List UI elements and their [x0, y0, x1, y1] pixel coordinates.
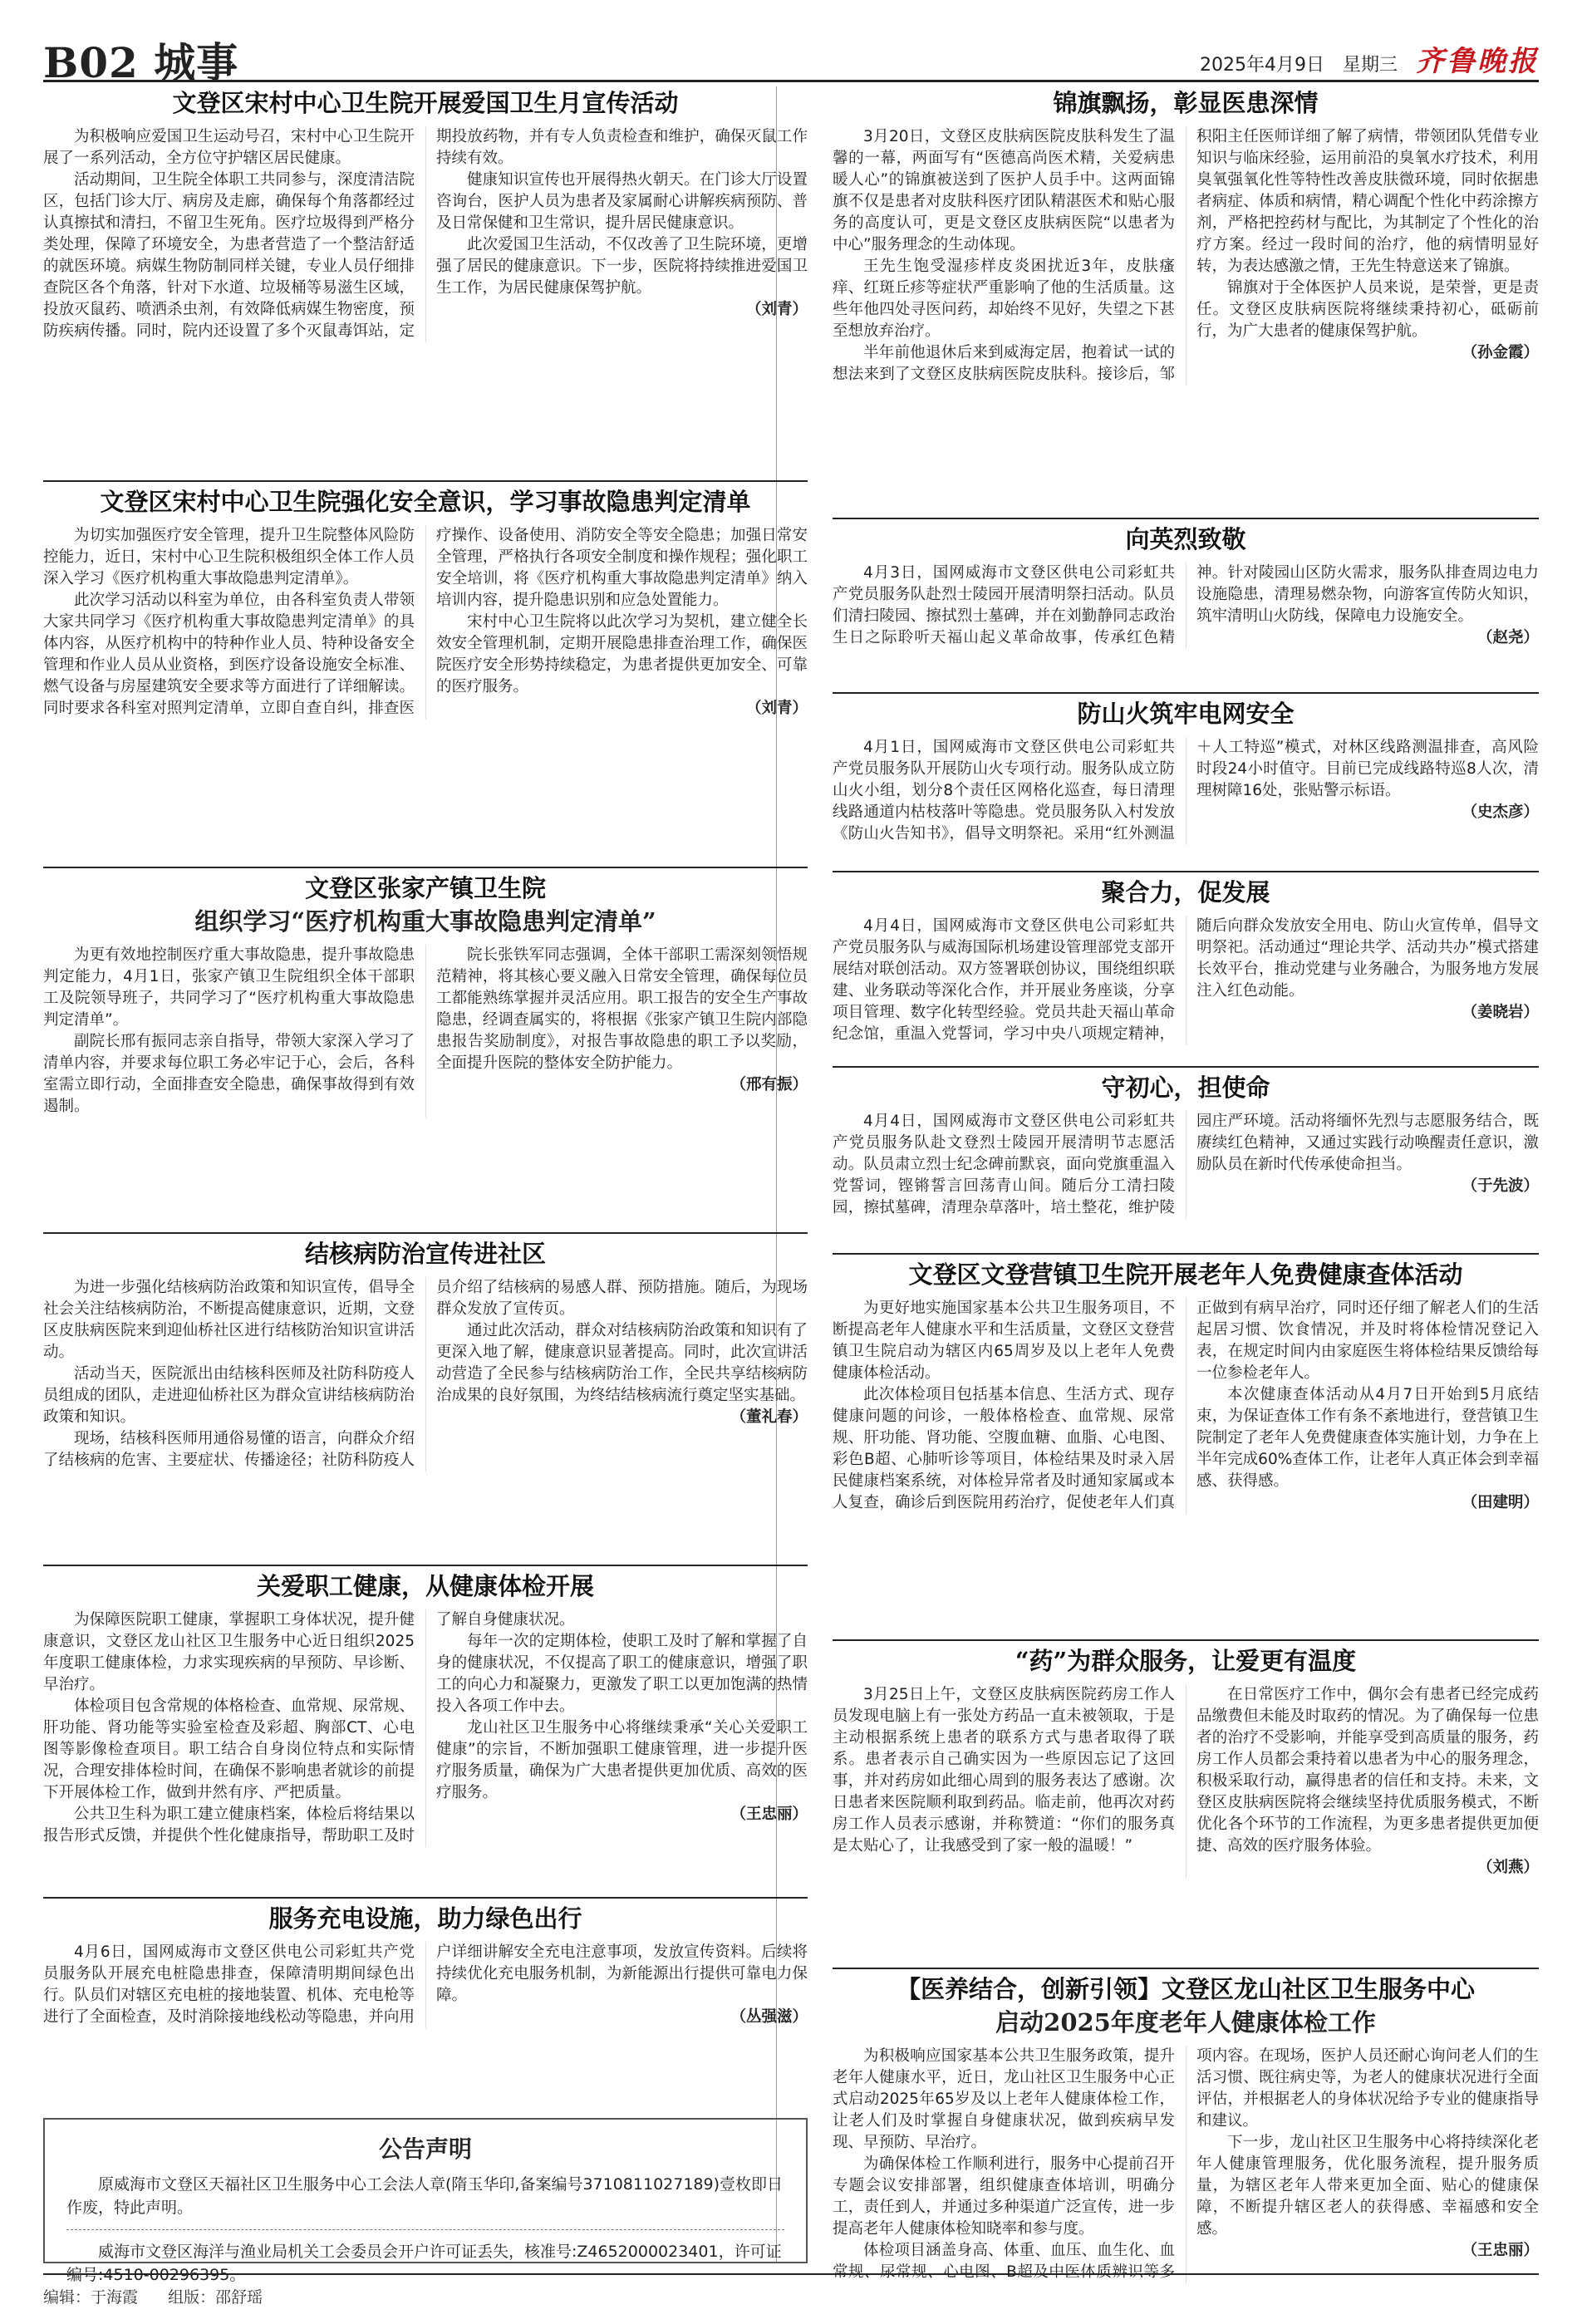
article-author: （田建明）	[1462, 1494, 1539, 1511]
article-11	[833, 1258, 1539, 1636]
article-paragraph: 体检项目涵盖身高、体重、血压、血生化、血常规、尿常规、心电图、B超及中医体质辨识等多项内容。在现场，医护人员还耐心询问老人们的生活习惯、既往病史等，为老人的健康状况进行全面评估，并根据老人的身体状况给予专业的健康指导和建议。	[833, 2047, 1539, 2281]
page-columns	[43, 86, 1539, 2284]
article-author: （王忠丽）	[730, 1806, 808, 1823]
article-paragraph: 院长张铁军同志强调，全体干部职工需深刻领悟规范精神，将其核心要义融入日常安全管理，确保每位员工都能熟练掌握并灵活应用。职工报告的安全生产事故隐患，经调查属实的，将根据《张家产镇卫生院内部隐患报告奖励制度》，对报告事故隐患的职工予以奖励，全面提升医院的整体安全防护能力。	[436, 946, 808, 1072]
article-paragraph: 为保障医院职工健康，掌握职工身体状况，提升健康意识，文登区龙山社区卫生服务中心近日组织2025年度职工健康体检，力求实现疾病的早预防、早诊断、早治疗。	[43, 1611, 415, 1693]
article-paragraph: 在日常医疗工作中，偶尔会有患者已经完成药品缴费但未能及时取药的情况。为了确保每一位患者的治疗不受影响，并能享受到高质量的服务，药房工作人员都会秉持着以患者为中心的服务理念，积极采取行动，赢得患者的信任和支持。未来，文登区皮肤病医院将会继续坚持优质服务模式，不断优化各个环节的工作流程，为更多患者提供更加便捷、高效的医疗服务体验。	[1196, 1686, 1539, 1855]
article-title: “药”为群众服务，让爱更有温度	[1015, 1647, 1357, 1675]
article-separator	[833, 1968, 1539, 1969]
article-body	[43, 126, 808, 342]
issue-date: 2025年4月9日	[1200, 55, 1324, 76]
article-separator	[833, 692, 1539, 694]
article-author: （刘青）	[745, 700, 808, 717]
article-0	[43, 86, 808, 477]
article-title: 锦旗飘扬，彰显医患深情	[1053, 89, 1319, 117]
article-paragraph: 4月6日，国网威海市文登区供电公司彩虹共产党员服务队开展充电桩隐患排查，保障清明期间绿色出行。队员们对辖区充电桩的接地装置、机体、充电枪等进行了全面检查，及时消除接地线松动等隐患，并向用户详细讲解安全充电注意事项，发放宣传资料。后续将持续优化充电服务机制，为新能源出行提供可靠电力保障。	[43, 1943, 808, 2026]
article-body	[833, 1298, 1539, 1514]
article-author: （丛强滋）	[730, 2008, 808, 2026]
article-paragraph: 宋村中心卫生院将以此次学习为契机，建立健全长效安全管理机制，定期开展隐患排查治理工作，确保医院医疗安全形势持续稳定，为患者提供更加安全、可靠的医疗服务。	[436, 613, 808, 695]
article-body	[43, 945, 808, 1118]
article-title: 守初心，担使命	[1101, 1074, 1270, 1102]
article-8	[833, 697, 1539, 867]
article-paragraph: 为更好地实施国家基本公共卫生服务项目，不断提高老年人健康水平和生活质量，文登区文登营镇卫生院启动为辖区内65周岁及以上老年人免费健康体检活动。	[833, 1300, 1175, 1382]
masthead	[43, 0, 1539, 87]
article-title: 聚合力，促发展	[1101, 878, 1270, 907]
article-paragraph: 每年一次的定期体检，使职工及时了解和掌握了自身的健康状况，不仅提高了职工的健康意识，增强了职工的向心力和凝聚力，更激发了职工以更加饱满的热情投入各项工作中去。	[436, 1633, 808, 1715]
notice-divider	[66, 2229, 784, 2230]
article-paragraph: 3月25日上午，文登区皮肤病医院药房工作人员发现电脑上有一张处方药品一直未被领取，于是主动根据系统上患者的联系方式与患者取得了联系。患者表示自己确实因为一些原因忘记了这回事，并对药房如此细心周到的服务表达了感谢。次日患者来医院顺利取到药品。临走前，他再次对药房工作人员表示感谢，并称赞道：“你们的服务真是太贴心了，让我感受到了家一般的温暖！”	[833, 1686, 1175, 1855]
article-author: （王忠丽）	[1462, 2242, 1539, 2259]
masthead-info	[1200, 38, 1539, 79]
article-author: （邢有振）	[730, 1076, 808, 1093]
notice-item: 原威海市文登区天福社区卫生服务中心工会法人章(隋玉华印,备案编号3710811027189)壹枚即日作废，特此声明。	[66, 2175, 784, 2217]
article-separator	[833, 518, 1539, 519]
layout-credit: 组版：邵舒瑶	[168, 2288, 263, 2307]
article-subtitle: 启动2025年度老年人健康体检工作	[995, 2008, 1376, 2037]
article-title: 服务充电设施，助力绿色出行	[268, 1904, 582, 1933]
article-paragraph: 此次爱国卫生活动，不仅改善了卫生院环境，更增强了居民的健康意识。下一步，医院将持续推进爱国卫生工作，为居民健康保驾护航。	[436, 236, 808, 297]
article-body	[833, 2046, 1539, 2283]
article-paragraph: 为进一步强化结核病防治政策和知识宣传，倡导全社会关注结核病防治，不断提高健康意识，近期，文登区皮肤病医院来到迎仙桥社区进行结核防治知识宣讲活动。	[43, 1279, 415, 1361]
article-body	[43, 1277, 808, 1472]
article-separator	[43, 1897, 808, 1899]
editor-credit: 编辑：于海霞	[43, 2288, 139, 2307]
article-separator	[43, 1232, 808, 1234]
article-body	[833, 916, 1539, 1045]
left-column	[43, 86, 808, 2284]
article-paragraph: 此次体检项目包括基本信息、生活方式、现存健康问题的问诊，一般体格检查、血常规、尿常规、肝功能、肾功能、空腹血糖、血脂、心电图、彩色B超、心肺听诊等项目，体检结果及时录入居民健康档案系统，对体检异常者及时通知家属或本人复查，确诊后到医院用药治疗，促使老年人们真正做到有病早治疗，同时还仔细了解老人们的生活起居习惯、饮食情况，并及时将体检情况登记入表，在规定时间内由家庭医生将体检结果反馈给每一位参检老年人。	[833, 1300, 1539, 1511]
article-title: 文登区文登营镇卫生院开展老年人免费健康查体活动	[908, 1260, 1463, 1289]
article-title: 向英烈致敬	[1125, 525, 1246, 553]
article-separator	[43, 1565, 808, 1566]
article-separator	[833, 1253, 1539, 1255]
article-paragraph: 4月4日，国网威海市文登区供电公司彩虹共产党员服务队赴文登烈士陵园开展清明节志愿活动。队员肃立烈士纪念碑前默哀，面向党旗重温入党誓词，铿锵誓言回荡青山间。随后分工清扫陵园，擦拭墓碑，清理杂草落叶，培土整花，维护陵园庄严环境。活动将缅怀先烈与志愿服务结合，既赓续红色精神，又通过实践行动唤醒责任意识，激励队员在新时代传承使命担当。	[833, 1113, 1539, 1216]
right-column	[833, 86, 1539, 2281]
article-12	[833, 1644, 1539, 1964]
article-3	[43, 1237, 808, 1561]
article-separator	[833, 871, 1539, 872]
article-paragraph: 4月1日，国网威海市文登区供电公司彩虹共产党员服务队开展防山火专项行动。服务队成立防山火小组，划分8个责任区网格化巡查，每日清理线路通道内枯枝落叶等隐患。党员服务队入村发放《防山火告知书》，倡导文明祭祀。采用“红外测温＋人工特巡”模式，对林区线路测温排查，高风险时段24小时值守。目前已完成线路特巡8人次，清理树障16处，张贴警示标语。	[833, 739, 1539, 843]
article-paragraph: 健康知识宣传也开展得热火朝天。在门诊大厅设置咨询台，医护人员为患者及家属耐心讲解疾病预防、普及日常保健和卫生常识，提升居民健康意识。	[436, 171, 808, 232]
article-5	[43, 1902, 808, 2105]
article-paragraph: 4月4日，国网威海市文登区供电公司彩虹共产党员服务队与威海国际机场建设管理部党支部开展结对联创活动。双方签署联创协议，围绕组织联建、业务联动等深化合作，并开展业务座谈，分享项目管理、数字化转型经验。党员共赴天福山革命纪念馆，重温入党誓词，学习中央八项规定精神，随后向群众发放安全用电、防山火宣传单，倡导文明祭祀。活动通过“理论共学、活动共办”模式搭建长效平台，推动党建与业务融合，为服务地方发展注入红色动能。	[833, 917, 1539, 1043]
article-title: 文登区张家产镇卫生院	[304, 874, 546, 902]
article-paragraph: 为积极响应国家基本公共卫生服务政策，提升老年人健康水平，近日，龙山社区卫生服务中心正式启动2025年65岁及以上老年人健康体检工作，让老人们及时掌握自身健康状况，做到疾病早发现、早预防、早治疗。	[833, 2047, 1175, 2151]
article-paragraph: 为切实加强医疗安全管理，提升卫生院整体风险防控能力，近日，宋村中心卫生院积极组织全体工作人员深入学习《医疗机构重大事故隐患判定清单》。	[43, 527, 415, 587]
article-title: 文登区宋村中心卫生院开展爱国卫生月宣传活动	[172, 89, 679, 117]
article-body	[833, 1684, 1539, 1879]
article-paragraph: 王先生饱受湿疹样皮炎困扰近3年，皮肤瘙痒、红斑丘疹等症状严重影响了他的生活质量。这些年他四处寻医问药，却始终不见好，失望之下甚至想放弃治疗。	[833, 258, 1175, 340]
article-2	[43, 872, 808, 1229]
article-author: （于先波）	[1462, 1177, 1539, 1195]
article-7	[833, 523, 1539, 689]
article-body	[43, 1942, 808, 2028]
article-title: 文登区宋村中心卫生院强化安全意识，学习事故隐患判定清单	[100, 488, 751, 516]
article-title: 防山火筑牢电网安全	[1077, 700, 1295, 728]
article-separator	[833, 1639, 1539, 1641]
article-paragraph: 副院长邢有振同志亲自指导，带领大家深入学习了清单内容，并要求每位职工务必牢记于心，会后，各科室需立即行动，全面排查安全隐患，确保事故得到有效遏制。	[43, 1033, 415, 1115]
article-10	[833, 1071, 1539, 1250]
article-paragraph: 体检项目包含常规的体格检查、血常规、尿常规、肝功能、肾功能等实验室检查及彩超、胸部CT、心电图等影像检查项目。职工结合自身岗位特点和实际情况，合理安排体检时间，在确保不影响患者就诊的前提下开展体检工作，做到井然有序、严把质量。	[43, 1698, 415, 1801]
issue-weekday: 星期三	[1342, 55, 1398, 76]
article-author: （刘青）	[745, 301, 808, 318]
notice-title: 公告声明	[378, 2135, 472, 2163]
article-body	[43, 1609, 808, 1847]
article-4	[43, 1570, 808, 1894]
article-title: 【医养结合，创新引领】文登区龙山社区卫生服务中心	[896, 1975, 1475, 2003]
article-author: （刘燕）	[1476, 1859, 1539, 1876]
article-separator	[43, 480, 808, 482]
article-paragraph: 为确保体检工作顺利进行，服务中心提前召开专题会议安排部署，组织健康查体培训，明确分工，责任到人，并通过多种渠道广泛宣传，进一步提高老年人健康体检知晓率和参与度。	[833, 2155, 1175, 2238]
article-paragraph: 此次学习活动以科室为单位，由各科室负责人带领大家共同学习《医疗机构重大事故隐患判定清单》的具体内容，从医疗机构中的特种作业人员、特种设备安全管理和作业人员从业资格，到医疗设备设施安全标准、燃气设备与房屋建筑安全要求等方面进行了详细解读。同时要求各科室对照判定清单，立即自查自纠，排查医疗操作、设备使用、消防安全等安全隐患；加强日常安全管理，严格执行各项安全制度和操作规程；强化职工安全培训，将《医疗机构重大事故隐患判定清单》纳入培训内容，提升隐患识别和应急处置能力。	[43, 527, 808, 717]
article-paragraph: 半年前他退休后来到威海定居，抱着试一试的想法来到了文登区皮肤病医院皮肤科。接诊后，邹积阳主任医师详细了解了病情，带领团队凭借专业知识与临床经验，运用前沿的臭氧水疗技术，利用臭氧强氧化性等特性改善皮肤微环境，同时依据患者病症、体质和病情，精心调配个性化中药涂擦方剂，严格把控药材与配比，为其制定了个性化的治疗方案。经过一段时间的治疗，他的病情明显好转，为表达感激之情，王先生特意送来了锦旗。	[833, 128, 1539, 383]
article-author: （赵尧）	[1476, 629, 1539, 646]
footer	[43, 2273, 1539, 2307]
article-paragraph: 4月3日，国网威海市文登区供电公司彩虹共产党员服务队赴烈士陵园开展清明祭扫活动。队员们清扫陵园、擦拭烈士墓碑，并在刘勤静同志政治生日之际聆听天福山起义革命故事，传承红色精神。针对陵园山区防火需求，服务队排查周边电力设施隐患，清理易燃杂物，向游客宣传防火知识，筑牢清明山火防线，保障电力设施安全。	[833, 564, 1539, 646]
article-9	[833, 876, 1539, 1063]
article-title: 关爱职工健康，从健康体检开展	[256, 1572, 594, 1600]
article-author: （董礼春）	[730, 1408, 808, 1426]
article-author: （史杰彦）	[1462, 803, 1539, 821]
article-paragraph: 公共卫生科为职工建立健康档案，体检后将结果以报告形式反馈，并提供个性化健康指导，帮助职工及时了解自身健康状况。	[43, 1611, 575, 1845]
article-body	[833, 126, 1539, 386]
article-paragraph: 活动当天，医院派出由结核科医师及社防科防疫人员组成的团队，走进迎仙桥社区为群众宣讲结核病防治政策和知识。	[43, 1365, 415, 1426]
article-1	[43, 485, 808, 863]
article-separator	[833, 1066, 1539, 1068]
newspaper-logo: 齐鲁晚报	[1416, 45, 1539, 78]
article-paragraph: 本次健康查体活动从4月7日开始到5月底结束，为保证查体工作有条不紊地进行，登营镇卫生院制定了老年人免费健康查体实施计划，力争在上半年完成60%查体工作，让老年人真正体会到幸福感、获得感。	[1196, 1386, 1539, 1490]
article-paragraph: 龙山社区卫生服务中心将继续秉承“关心关爱职工健康”的宗旨，不断加强职工健康管理，进一步提升医疗服务质量，确保为广大患者提供更加优质、高效的医疗服务。	[436, 1719, 808, 1801]
article-paragraph: 为更有效地控制医疗重大事故隐患，提升事故隐患判定能力，4月1日，张家产镇卫生院组织全体干部职工及院领导班子，共同学习了“医疗机构重大事故隐患判定清单”。	[43, 946, 415, 1029]
article-author: （孙金霞）	[1462, 344, 1539, 361]
article-body	[833, 563, 1539, 649]
article-body	[833, 737, 1539, 845]
section-title: B02 城事	[43, 38, 239, 87]
article-paragraph: 为积极响应爱国卫生运动号召，宋村中心卫生院开展了一系列活动，全方位守护辖区居民健康。	[43, 128, 415, 167]
article-paragraph: 通过此次活动，群众对结核病防治政策和知识有了更深入地了解，健康意识显著提高。同时，此次宣讲活动营造了全民参与结核病防治工作，全民共享结核病防治成果的良好氛围，为终结结核病流行奠定坚实基础。	[436, 1322, 808, 1404]
article-paragraph: 下一步，龙山社区卫生服务中心将持续深化老年人健康管理服务，优化服务流程，提升服务质量，为辖区老年人带来更加全面、贴心的健康保障，不断提升辖区老人的获得感、幸福感和安全感。	[1196, 2134, 1539, 2238]
article-paragraph: 锦旗对于全体医护人员来说，是荣誉，更是责任。文登区皮肤病医院将继续秉持初心，砥砺前行，为广大患者的健康保驾护航。	[1196, 279, 1539, 340]
article-6	[833, 86, 1539, 514]
article-title: 结核病防治宣传进社区	[304, 1240, 546, 1268]
notice-box	[43, 2118, 808, 2284]
article-subtitle: 组织学习“医疗机构重大事故隐患判定清单”	[194, 907, 656, 936]
article-13	[833, 1973, 1539, 2281]
article-author: （姜晓岩）	[1462, 1004, 1539, 1021]
article-paragraph: 3月20日，文登区皮肤病医院皮肤科发生了温馨的一幕，两面写有“医德高尚医术精，关爱病患暖人心”的锦旗被送到了医护人员手中。这两面锦旗不仅是患者对皮肤科医疗团队精湛医术和贴心服务的高度认可，更是文登区皮肤病医院“以患者为中心”服务理念的生动体现。	[833, 128, 1175, 253]
article-body	[43, 525, 808, 720]
notice-item: 威海市文登区海洋与渔业局机关工会委员会开户许可证丢失，核准号:Z4652000023401，许可证编号:4510-00296395。	[66, 2243, 782, 2284]
article-separator	[43, 867, 808, 868]
article-paragraph: 现场，结核科医师用通俗易懂的语言，向群众介绍了结核病的危害、主要症状、传播途径；社防科防疫人员介绍了结核病的易感人群、预防措施。随后，为现场群众发放了宣传页。	[43, 1279, 808, 1469]
article-body	[833, 1111, 1539, 1219]
article-paragraph: 活动期间，卫生院全体职工共同参与，深度清洁院区，包括门诊大厅、病房及走廊，确保每个角落都经过认真擦拭和清扫，不留卫生死角。医疗垃圾得到严格分类处理，保障了环境安全，为患者营造了一个整洁舒适的就医环境。病媒生物防制同样关键，专业人员仔细排查院区各个角落，针对下水道、垃圾桶等易滋生区域，投放灭鼠药、喷洒杀虫剂，有效降低病媒生物密度，预防疾病传播。同时，院内还设置了多个灭鼠毒饵站，定期投放药物，并有专人负责检查和维护，确保灭鼠工作持续有效。	[43, 128, 808, 340]
